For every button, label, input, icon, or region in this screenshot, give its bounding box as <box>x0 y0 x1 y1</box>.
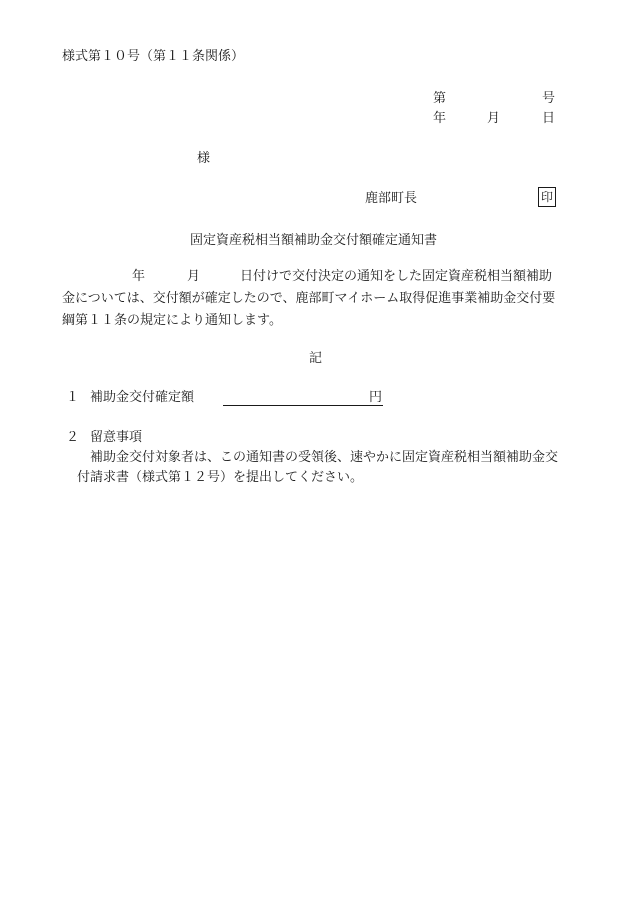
document-title: 固定資産税相当額補助金交付額確定通知書 <box>190 233 438 248</box>
body-line-2: 金については、交付額が確定したので、鹿部町マイホーム取得促進事業補助金交付要 <box>62 291 556 306</box>
item-1-label: 補助金交付確定額 <box>90 390 195 405</box>
form-number: 様式第１０号（第１１条関係） <box>62 49 245 64</box>
item-1-number: １ <box>66 390 80 405</box>
document-number-suffix: 号 <box>542 91 556 106</box>
document-number-prefix: 第 <box>433 91 447 106</box>
item-2-number: ２ <box>66 430 80 445</box>
addressee-honorific: 様 <box>197 151 211 166</box>
body-year-label: 年 <box>132 269 146 284</box>
item-2-text-line-1: 補助金交付対象者は、この通知書の受領後、速やかに固定資産税相当額補助金交 <box>90 450 559 465</box>
body-month-label: 月 <box>187 269 201 284</box>
item-2-label: 留意事項 <box>90 430 143 445</box>
seal-mark: 印 <box>538 187 556 207</box>
body-line-1: 日付けで交付決定の通知をした固定資産税相当額補助 <box>240 269 553 284</box>
date-day-label: 日 <box>542 111 556 126</box>
amount-blank-underline <box>223 405 383 406</box>
date-year-label: 年 <box>433 111 447 126</box>
item-2-text-line-2: 付請求書（様式第１２号）を提出してください。 <box>77 470 364 485</box>
date-month-label: 月 <box>487 111 501 126</box>
item-1-unit: 円 <box>369 390 383 405</box>
ki-heading: 記 <box>309 351 323 366</box>
issuer-title: 鹿部町長 <box>365 191 418 206</box>
body-line-3: 綱第１１条の規定により通知します。 <box>62 313 282 328</box>
